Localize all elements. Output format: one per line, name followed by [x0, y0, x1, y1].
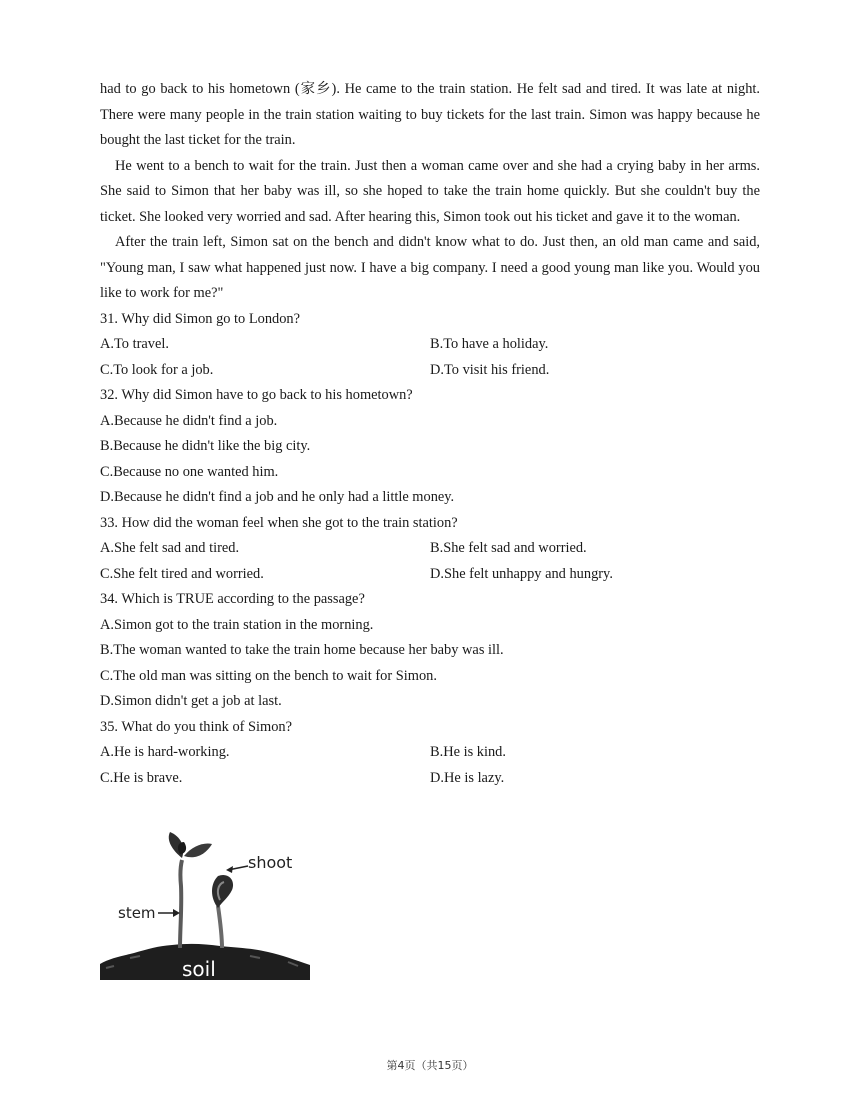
question-35-options-row-1 — [100, 740, 760, 766]
q31-option-b: B.To have a holiday. — [430, 336, 549, 352]
q33-option-b: B.She felt sad and worried. — [430, 540, 587, 556]
question-33: 33. How did the woman feel when she got to the train station? — [100, 514, 458, 531]
left-leaf-2 — [184, 844, 212, 858]
question-31: 31. Why did Simon go to London? — [100, 310, 301, 327]
q34-option-d: D.Simon didn't get a job at last. — [100, 693, 282, 709]
q31-option-a: A.To travel. — [100, 336, 169, 352]
q32-option-c: C.Because no one wanted him. — [100, 463, 279, 480]
q34-option-c: C.The old man was sitting on the bench to wait for Simon. — [100, 667, 437, 684]
seedling-diagram — [100, 828, 310, 980]
passage-paragraph-2: He went to a bench to wait for the train. Just then a woman came over and she had a crying baby in her arms. She said to Simon that her baby was ill, so she hoped to take the train home quickly. But she couldn't buy the ticket. She looked very worried and sad. After hearing this, Simon took out his ticket and gave it to the woman. — [100, 157, 760, 225]
question-31-options-row-2 — [100, 358, 760, 384]
passage-paragraph-1: had to go back to his hometown (家乡). He came to the train station. He felt sad and tired. It was late at night. There were many people in the train station waiting to buy tickets for the last train. Simon was happy because he bought the last ticket for the train. — [100, 81, 760, 148]
q34-option-a: A.Simon got to the train station in the morning. — [100, 616, 374, 633]
q35-option-b: B.He is kind. — [430, 744, 506, 760]
passage-paragraph-3: After the train left, Simon sat on the bench and didn't know what to do. Just then, an old man came and said, "Young man, I saw what happened just now. I have a big company. I need a good young man like you. Would you like to work for me?" — [100, 234, 760, 301]
soil-label: soil — [182, 957, 216, 980]
question-34: 34. Which is TRUE according to the passage? — [100, 591, 365, 607]
shoot-label: shoot — [248, 853, 293, 872]
question-35: 35. What do you think of Simon? — [100, 718, 292, 735]
q31-option-d: D.To visit his friend. — [430, 361, 550, 378]
page-content — [100, 77, 760, 791]
right-stem — [218, 906, 222, 948]
q31-option-c: C.To look for a job. — [100, 361, 214, 378]
stem-label: stem — [118, 904, 156, 922]
question-35-options-row-2 — [100, 766, 760, 792]
q33-option-c: C.She felt tired and worried. — [100, 565, 264, 582]
page-footer: 第4页（共15页） — [386, 1059, 474, 1072]
question-32: 32. Why did Simon have to go back to his hometown? — [100, 387, 413, 403]
q35-option-d: D.He is lazy. — [430, 769, 505, 786]
right-shoot — [212, 875, 233, 908]
q33-option-a: A.She felt sad and tired. — [100, 540, 240, 556]
shoot-arrow-head — [226, 866, 233, 873]
q32-option-d: D.Because he didn't find a job and he only had a little money. — [100, 489, 455, 505]
q32-option-a: A.Because he didn't find a job. — [100, 412, 278, 429]
q32-option-b: B.Because he didn't like the big city. — [100, 438, 311, 454]
q35-option-a: A.He is hard-working. — [100, 744, 230, 760]
q34-option-b: B.The woman wanted to take the train home because her baby was ill. — [100, 642, 504, 658]
left-stem — [180, 860, 182, 948]
q33-option-d: D.She felt unhappy and hungry. — [430, 565, 613, 582]
question-33-options-row-2 — [100, 562, 760, 588]
question-33-options-row-1 — [100, 536, 760, 562]
question-31-options-row-1 — [100, 332, 760, 358]
q35-option-c: C.He is brave. — [100, 769, 183, 786]
